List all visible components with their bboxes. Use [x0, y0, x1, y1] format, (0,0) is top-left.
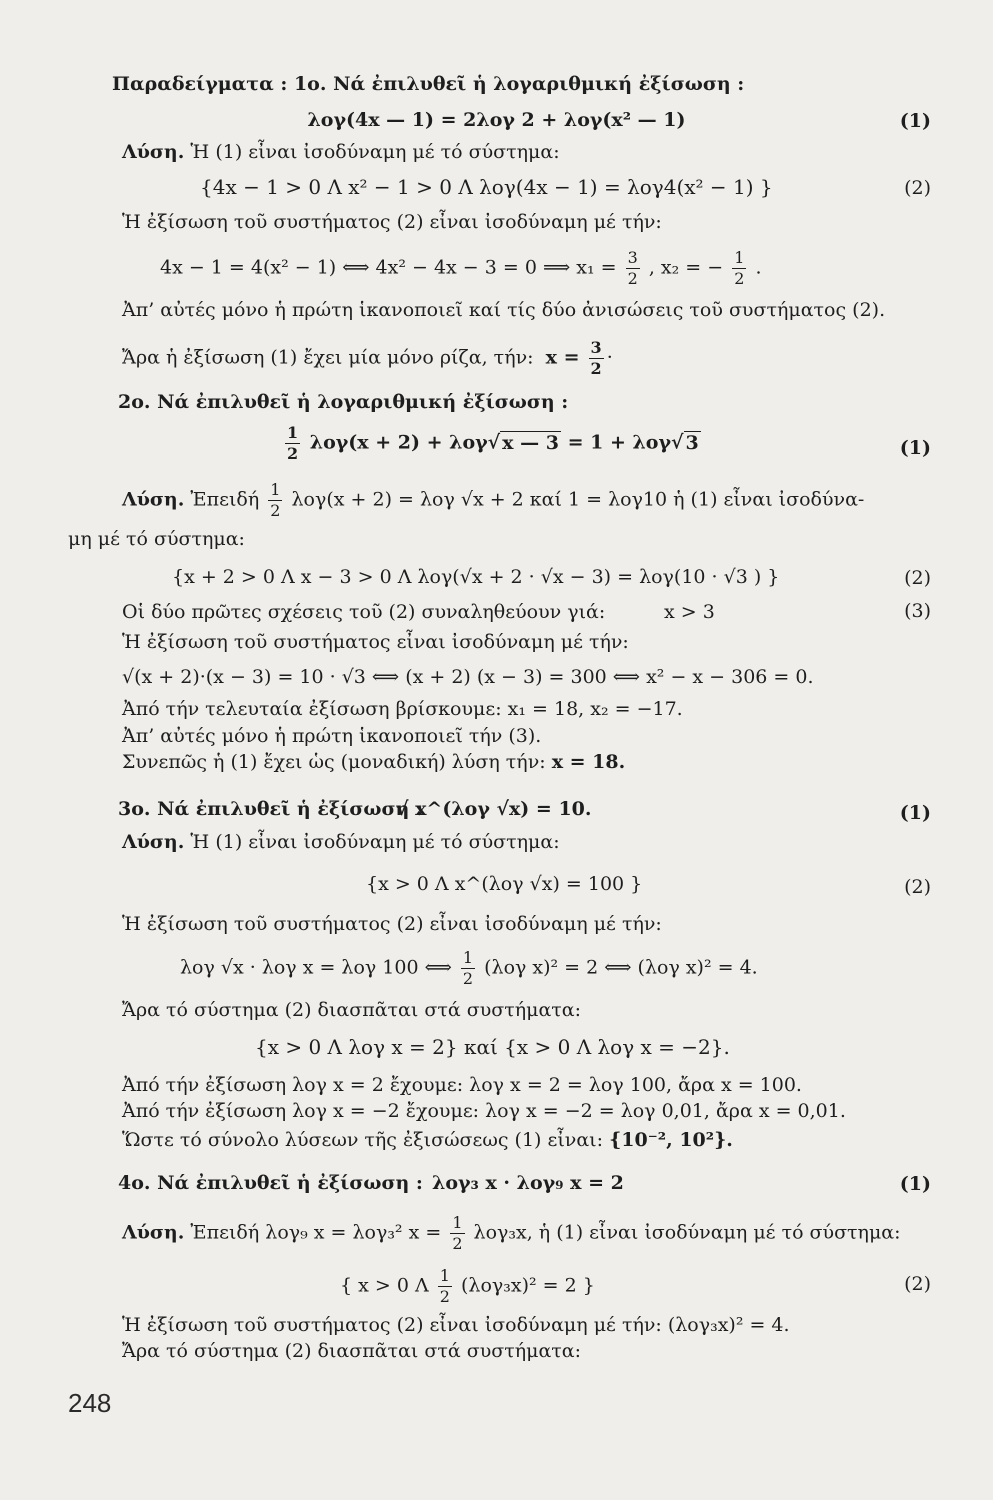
- systems-line: {x > 0 Λ λογ x = 2} καί {x > 0 Λ λογ x = −2}.: [255, 1035, 730, 1059]
- fraction: $\frac{1}{2}$: [287, 423, 299, 463]
- system-number: (2): [904, 876, 931, 898]
- text-line: Ἡ ἐξίσωση τοῦ συστήματος (2) εἶναι ἰσοδύναμη μέ τήν:: [122, 211, 662, 233]
- relation-value: x > 3: [664, 601, 715, 623]
- text-line: Ἡ ἐξίσωση τοῦ συστήματος (2) εἶναι ἰσοδύναμη μέ τήν: (λογ₃x)² = 4.: [122, 1314, 790, 1336]
- conclusion-line: Ἄρα ἡ ἐξίσωση (1) ἔχει μία μόνο ρίζα, τήν: x = $\frac{3}{2}$ ·: [122, 338, 613, 378]
- fraction: $\frac{1}{2}$: [439, 1266, 450, 1306]
- solution-label: Λύση.: [122, 488, 185, 511]
- solution-line: Λύση. Ἐπειδή λογ₉ x = λογ₃² x = $\frac{1}{2}$ λογ₃x, ἡ (1) εἶναι ἰσοδύναμη μέ τό σύστημα:: [122, 1213, 901, 1253]
- text-line: Ἄρα τό σύστημα (2) διασπᾶται στά συστήματα:: [122, 1340, 582, 1362]
- fraction: $\frac{1}{2}$: [462, 948, 474, 988]
- text-line: Ἀπό τήν ἐξίσωση λογ x = 2 ἔχουμε: λογ x = 2 = λογ 100, ἄρα x = 100.: [122, 1074, 802, 1096]
- system-number: (2): [904, 567, 931, 589]
- equation-number: (1): [899, 1173, 931, 1195]
- solution-set-line: Ὥστε τό σύνολο λύσεων τῆς ἐξισώσεως (1) εἶναι: {10⁻², 10²}.: [122, 1129, 733, 1151]
- equation-number: (1): [899, 437, 931, 459]
- equation-number: (1): [899, 110, 931, 132]
- answer: x =: [545, 346, 580, 369]
- example-4-equation: λογ₃ x · λογ₉ x = 2: [432, 1172, 624, 1194]
- fraction: $\frac{1}{2}$: [452, 1213, 463, 1253]
- text-line: μη μέ τό σύστημα:: [68, 528, 245, 550]
- solution-text: Ἡ (1) εἶναι ἰσοδύναμη μέ τό σύστημα:: [190, 141, 560, 163]
- example-1-equation: λογ(4x — 1) = 2λογ 2 + λογ(x² — 1): [307, 109, 686, 131]
- conclusion-line: Συνεπῶς ἡ (1) ἔχει ὡς (μοναδική) λύση τήν: x = 18.: [122, 751, 626, 773]
- text-line: Ἡ ἐξίσωση τοῦ συστήματος (2) εἶναι ἰσοδύναμη μέ τήν:: [122, 913, 662, 935]
- solution-label: Λύση.: [122, 141, 185, 163]
- relations-line: Οἱ δύο πρῶτες σχέσεις τοῦ (2) συναληθεύουν γιά:: [122, 601, 606, 623]
- system-number: (2): [904, 177, 931, 199]
- solution-line: Λύση. Ἐπειδή $\frac{1}{2}$ λογ(x + 2) = λογ √x + 2 καί 1 = λογ10 ἡ (1) εἶναι ἰσοδύνα-: [122, 480, 865, 520]
- page-number: 248: [68, 1388, 112, 1418]
- text-line: Ἀπ’ αὐτές μόνο ἡ πρώτη ἱκανοποιεῖ τήν (3).: [122, 725, 542, 747]
- example-3-title: 3ο. Νά ἐπιλυθεῖ ἡ ἐξίσωση :: [118, 798, 423, 820]
- system-2: {x + 2 > 0 Λ x − 3 > 0 Λ λογ(√x + 2 · √x − 3) = λογ(10 · √3 ) }: [172, 566, 780, 588]
- solution-derivation: 4x − 1 = 4(x² − 1) ⟺ 4x² − 4x − 3 = 0 ⟹ x₁ = $\frac{3}{2}$ , x₂ = − $\frac{1}{2}$ .: [160, 248, 762, 288]
- example-2-title: 2ο. Νά ἐπιλυθεῖ ἡ λογαριθμική ἐξίσωση :: [118, 391, 569, 413]
- calculation-line: λογ √x · λογ x = λογ 100 ⟺ $\frac{1}{2}$ (λογ x)² = 2 ⟺ (λογ x)² = 4.: [180, 948, 758, 988]
- example-4-title: 4ο. Νά ἐπιλυθεῖ ἡ ἐξίσωση :: [118, 1172, 423, 1194]
- text-line: Ἀπό τήν τελευταία ἐξίσωση βρίσκουμε: x₁ = 18, x₂ = −17.: [122, 698, 683, 720]
- system-2: { x > 0 Λ $\frac{1}{2}$ (λογ₃x)² = 2 }: [340, 1266, 595, 1306]
- system-2: {4x − 1 > 0 Λ x² − 1 > 0 Λ λογ(4x − 1) = λογ4(x² − 1) }: [200, 175, 773, 199]
- fraction: $\frac{3}{2}$: [627, 248, 638, 288]
- example-3-equation: √ x^(λογ √x) = 10.: [396, 798, 592, 820]
- example-2-equation: $\frac{1}{2}$ λογ(x + 2) + λογ√ x — 3 = 1 + λογ√ 3: [287, 423, 699, 463]
- fraction: $\frac{1}{2}$: [734, 248, 745, 288]
- text-line: Ἀπ’ αὐτές μόνο ἡ πρώτη ἱκανοποιεῖ καί τίς δύο ἀνισώσεις τοῦ συστήματος (2).: [122, 299, 886, 321]
- derivation-text: 4x − 1 = 4(x² − 1) ⟺ 4x² − 4x − 3 = 0 ⟹ x₁ =: [160, 256, 617, 279]
- calculation-line: √(x + 2)·(x − 3) = 10 · √3 ⟺ (x + 2) (x − 3) = 300 ⟺ x² − x − 306 = 0.: [122, 666, 814, 688]
- solution-line: Λύση. Ἡ (1) εἶναι ἰσοδύναμη μέ τό σύστημα:: [122, 831, 560, 853]
- system-number: (2): [904, 1273, 931, 1295]
- text-line: Ἀπό τήν ἐξίσωση λογ x = −2 ἔχουμε: λογ x = −2 = λογ 0,01, ἄρα x = 0,01.: [122, 1100, 846, 1122]
- text-line: Ἄρα τό σύστημα (2) διασπᾶται στά συστήματα:: [122, 999, 582, 1021]
- equation-number: (1): [899, 802, 931, 824]
- fraction: $\frac{3}{2}$: [590, 338, 602, 378]
- system-2: {x > 0 Λ x^(λογ √x) = 100 }: [366, 873, 643, 895]
- example-1-title: Παραδείγματα : 1ο. Νά ἐπιλυθεῖ ἡ λογαριθμική ἐξίσωση :: [112, 73, 745, 95]
- text-line: Ἡ ἐξίσωση τοῦ συστήματος εἶναι ἰσοδύναμη μέ τήν:: [122, 631, 629, 653]
- derivation-text: , x₂ = −: [648, 256, 724, 279]
- conclusion-text: Ἄρα ἡ ἐξίσωση (1) ἔχει μία μόνο ρίζα, τήν:: [122, 346, 534, 369]
- fraction: $\frac{1}{2}$: [270, 480, 281, 520]
- equation-number: (3): [904, 600, 931, 622]
